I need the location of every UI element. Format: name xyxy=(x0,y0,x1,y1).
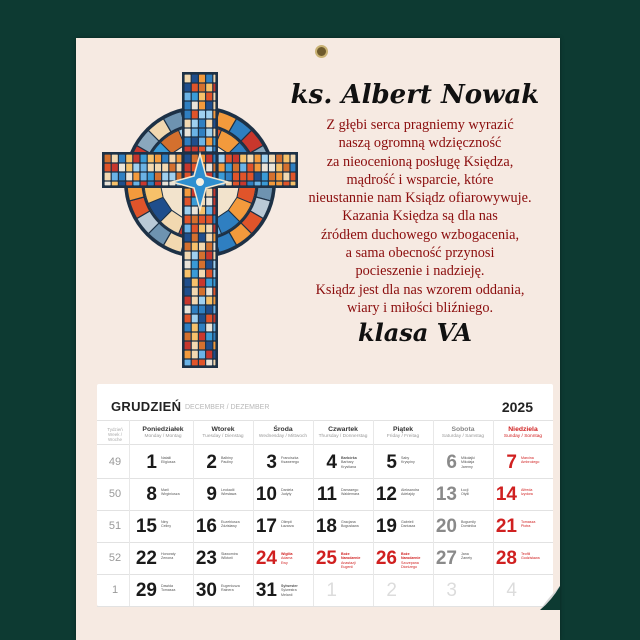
name-day: Jana xyxy=(461,552,469,556)
name-day: Gabrieli xyxy=(401,520,414,524)
day-number: 24 xyxy=(255,548,277,569)
calendar-header xyxy=(97,384,553,420)
name-day: Honoraty xyxy=(161,552,176,556)
weekday-header xyxy=(433,426,493,439)
grid-line xyxy=(493,420,494,606)
name-day: Godzisława xyxy=(521,556,540,561)
grid-line xyxy=(193,420,194,606)
name-day: Melanii xyxy=(281,592,293,597)
grid-line xyxy=(373,420,374,606)
dedication-line: mądrość i wsparcie, które xyxy=(346,171,494,188)
weekday-header xyxy=(193,426,253,439)
name-days xyxy=(461,488,487,497)
name-day: Tomasza xyxy=(161,588,176,593)
name-days xyxy=(401,456,427,465)
day-number: 18 xyxy=(315,516,337,537)
name-day: Wiktorii xyxy=(221,556,233,561)
weekday-subtitle: Saturday / Samstag xyxy=(441,434,485,439)
name-day: Piotra xyxy=(521,524,531,529)
dedication-line: Z głębi serca pragniemy wyrazić xyxy=(326,117,514,133)
grid-line xyxy=(253,420,254,606)
name-day: Saby xyxy=(401,456,410,460)
name-day: Olimpii xyxy=(281,520,292,524)
name-days xyxy=(161,456,187,465)
name-days xyxy=(221,456,247,465)
day-number: 14 xyxy=(495,484,517,505)
day-number: 2 xyxy=(206,452,217,473)
dedication-line: wiary i miłości bliźniego. xyxy=(346,299,494,316)
day-number: 8 xyxy=(146,484,157,505)
day-number: 13 xyxy=(435,484,457,505)
name-day: Dawida xyxy=(161,584,173,588)
name-day: Gracjana xyxy=(341,520,356,524)
day-number: 12 xyxy=(375,484,397,505)
page-curl xyxy=(540,586,560,610)
name-days xyxy=(161,520,187,529)
day-number: 10 xyxy=(255,484,277,505)
weekday-name: Niedziela xyxy=(508,426,538,433)
name-day: Łazarza xyxy=(281,524,294,529)
day-number: 6 xyxy=(446,452,457,473)
name-day: Zenona xyxy=(161,556,174,561)
grid-line xyxy=(97,542,553,543)
grid-line xyxy=(97,444,553,445)
name-days xyxy=(401,488,427,497)
name-day: Niny xyxy=(161,520,169,524)
day-number: 11 xyxy=(316,484,337,505)
weekday-subtitle: Monday / Montag xyxy=(144,434,182,439)
dedication-line: Ksiądz jest dla nas wzorem oddania, xyxy=(315,281,525,298)
grid-line xyxy=(97,606,553,607)
name-day: Waldemara xyxy=(341,492,360,497)
name-days xyxy=(461,456,487,469)
name-day: Ksawerego xyxy=(281,460,299,465)
name-day: Marii xyxy=(161,488,169,492)
month-title: GRUDZIEŃ xyxy=(111,399,182,414)
grid-line xyxy=(129,420,130,606)
name-day: Dominika xyxy=(461,524,476,529)
name-day: Dariusza xyxy=(401,524,416,529)
day-number: 20 xyxy=(435,516,457,537)
day-number: 4 xyxy=(506,580,517,601)
name-day: Eligiusza xyxy=(161,460,176,465)
weekday-name: Sobota xyxy=(451,426,475,433)
day-number: 5 xyxy=(386,452,397,473)
name-day: Łucji xyxy=(461,488,469,492)
dedication-text xyxy=(300,116,540,317)
dedication-line: a sama obecność przynosi xyxy=(345,245,495,262)
name-days xyxy=(281,584,307,597)
week-number: 1 xyxy=(111,584,119,596)
name-day: Jaremy xyxy=(461,464,473,469)
name-days xyxy=(281,520,307,529)
name-day: Kryspiny xyxy=(401,460,415,465)
day-number: 21 xyxy=(495,516,517,537)
day-number: 25 xyxy=(315,548,337,569)
name-day: Zdzisławy xyxy=(221,524,237,529)
name-day: Euzebiusza xyxy=(221,520,240,524)
day-number: 1 xyxy=(146,452,157,473)
weekday-name: Piątek xyxy=(392,426,414,433)
name-day: Wirginiusza xyxy=(161,492,180,497)
name-day: Dionizego xyxy=(401,565,417,570)
name-days xyxy=(161,584,187,593)
name-days xyxy=(521,520,547,529)
grid-line xyxy=(433,420,434,606)
name-days xyxy=(341,520,367,529)
name-day: Eugenii xyxy=(341,565,353,570)
signature: klasa VA xyxy=(357,318,473,347)
grid-line xyxy=(97,420,553,421)
weekday-header xyxy=(493,426,553,439)
name-day: Adelajdy xyxy=(401,492,415,497)
hanging-hole xyxy=(315,45,328,58)
name-day: Ewy xyxy=(281,560,288,565)
day-number: 15 xyxy=(135,516,157,537)
day-number: 31 xyxy=(255,580,277,601)
name-days xyxy=(521,456,547,465)
day-number: 23 xyxy=(195,548,217,569)
name-days xyxy=(281,488,307,497)
holiday-label: Barbórka xyxy=(341,456,357,460)
name-day: Anastazji xyxy=(341,560,356,565)
week-number: 50 xyxy=(108,488,122,500)
name-day: Otylii xyxy=(461,492,469,497)
day-number: 19 xyxy=(375,516,397,537)
name-days xyxy=(281,456,307,465)
day-number: 17 xyxy=(255,516,277,537)
name-days xyxy=(221,520,247,529)
name-days xyxy=(221,488,247,497)
name-days xyxy=(461,552,487,561)
name-day: Mikołajki xyxy=(461,456,475,460)
day-number: 16 xyxy=(195,516,217,537)
name-day: Mikołaja xyxy=(461,460,475,465)
day-number: 3 xyxy=(266,452,277,473)
day-number: 1 xyxy=(326,580,337,601)
year-title: 2025 xyxy=(501,399,533,415)
day-number: 29 xyxy=(135,580,157,601)
weekday-name: Wtorek xyxy=(211,426,235,433)
name-day: Pauliny xyxy=(221,460,233,465)
name-days xyxy=(461,520,487,529)
name-day: Alfreda xyxy=(521,488,533,492)
name-day: Eugeniusza xyxy=(221,584,240,588)
name-days xyxy=(281,552,307,565)
weekday-header xyxy=(373,426,433,439)
holiday-label: Sylwester xyxy=(281,584,298,588)
name-days xyxy=(521,552,547,561)
weekday-subtitle: Tuesday / Dienstag xyxy=(202,434,244,439)
priest-name: ks. Albert Nowak xyxy=(290,80,540,110)
name-days xyxy=(161,488,187,497)
week-column-header: Tydzień Week / Woche xyxy=(107,427,123,442)
name-day: Aleksandra xyxy=(401,488,419,492)
name-days xyxy=(221,584,247,593)
name-day: Daniela xyxy=(281,488,294,492)
dedication-line: Kazania Księdza są dla nas xyxy=(342,208,498,225)
day-number: 28 xyxy=(495,548,517,569)
weekday-subtitle: Friday / Freitag xyxy=(386,434,420,439)
name-day: Natalii xyxy=(161,456,171,460)
dedication-line: pocieszenie i nadzieję. xyxy=(355,263,485,280)
day-number: 26 xyxy=(375,548,397,569)
holiday-label: Boże Narodzenie xyxy=(341,552,361,561)
name-day: Żanety xyxy=(461,556,472,561)
name-days xyxy=(221,552,247,561)
name-day: Sławomira xyxy=(221,552,238,556)
name-days xyxy=(341,456,367,469)
name-day: Szczepana xyxy=(401,560,419,565)
name-day: Franciszka xyxy=(281,456,299,460)
grid-line xyxy=(97,478,553,479)
grid-line xyxy=(313,420,314,606)
day-number: 3 xyxy=(446,580,457,601)
dedication-line: naszą ogromną wdzięczność xyxy=(338,135,502,152)
month-subtitle: DECEMBER / DEZEMBER xyxy=(185,404,270,411)
weekday-header xyxy=(133,426,193,439)
week-number: 52 xyxy=(108,552,122,564)
day-number: 30 xyxy=(195,580,217,601)
name-day: Barbary xyxy=(341,460,354,465)
name-day: Krystiana xyxy=(341,464,356,469)
dedication-line: nieustannie nam Ksiądz ofiarowywuje. xyxy=(308,190,532,207)
name-days xyxy=(401,552,427,570)
holiday-label: Boże Narodzenie xyxy=(401,552,421,561)
day-number: 4 xyxy=(326,452,337,473)
name-day: Izydora xyxy=(521,492,533,497)
weekday-subtitle: Sunday / Sonntag xyxy=(503,434,543,439)
name-day: Judyty xyxy=(281,492,292,497)
grid-line xyxy=(97,574,553,575)
name-day: Tomasza xyxy=(521,520,536,524)
name-days xyxy=(401,520,427,529)
name-days xyxy=(521,488,547,497)
holiday-label: Wigilia xyxy=(281,552,293,556)
name-day: Balbiny xyxy=(221,456,233,460)
name-day: Wiesława xyxy=(221,492,237,497)
day-number: 27 xyxy=(435,548,457,569)
weekday-subtitle: Wednesday / Mittwoch xyxy=(258,434,308,439)
weekday-header xyxy=(253,426,313,439)
name-day: Marcina xyxy=(521,456,534,460)
day-number: 9 xyxy=(206,484,217,505)
day-number: 22 xyxy=(135,548,157,569)
weekday-header xyxy=(313,426,373,439)
dedication-line: źródłem duchowego wzbogacenia, xyxy=(320,226,520,243)
weekday-name: Środa xyxy=(273,426,293,433)
name-day: Celiny xyxy=(161,524,171,529)
name-day: Bogusława xyxy=(341,524,359,529)
stained-glass-cross-image xyxy=(100,70,300,370)
name-day: Rainera xyxy=(221,588,234,593)
week-number: 51 xyxy=(108,520,122,532)
day-number: 2 xyxy=(386,580,397,601)
weekday-name: Czwartek xyxy=(328,426,358,433)
name-day: Sylwestra xyxy=(281,588,297,593)
name-day: Bogumiły xyxy=(461,520,476,524)
name-day: Damazego xyxy=(341,488,359,492)
calendar-grid xyxy=(97,384,553,606)
name-days xyxy=(161,552,187,561)
grid-line xyxy=(97,510,553,511)
name-day: Leokadii xyxy=(221,488,235,492)
name-day: Ambrożego xyxy=(521,460,540,465)
name-days xyxy=(341,552,367,570)
dedication-line: za nieocenioną posługę Księdza, xyxy=(326,153,514,170)
weekday-name: Poniedziałek xyxy=(142,426,184,433)
day-number: 7 xyxy=(506,452,517,473)
name-day: Adama xyxy=(281,556,293,561)
name-days xyxy=(341,488,367,497)
name-day: Teofili xyxy=(521,552,531,556)
weekday-subtitle: Thursday / Donnerstag xyxy=(318,434,368,439)
week-number: 49 xyxy=(108,456,122,468)
